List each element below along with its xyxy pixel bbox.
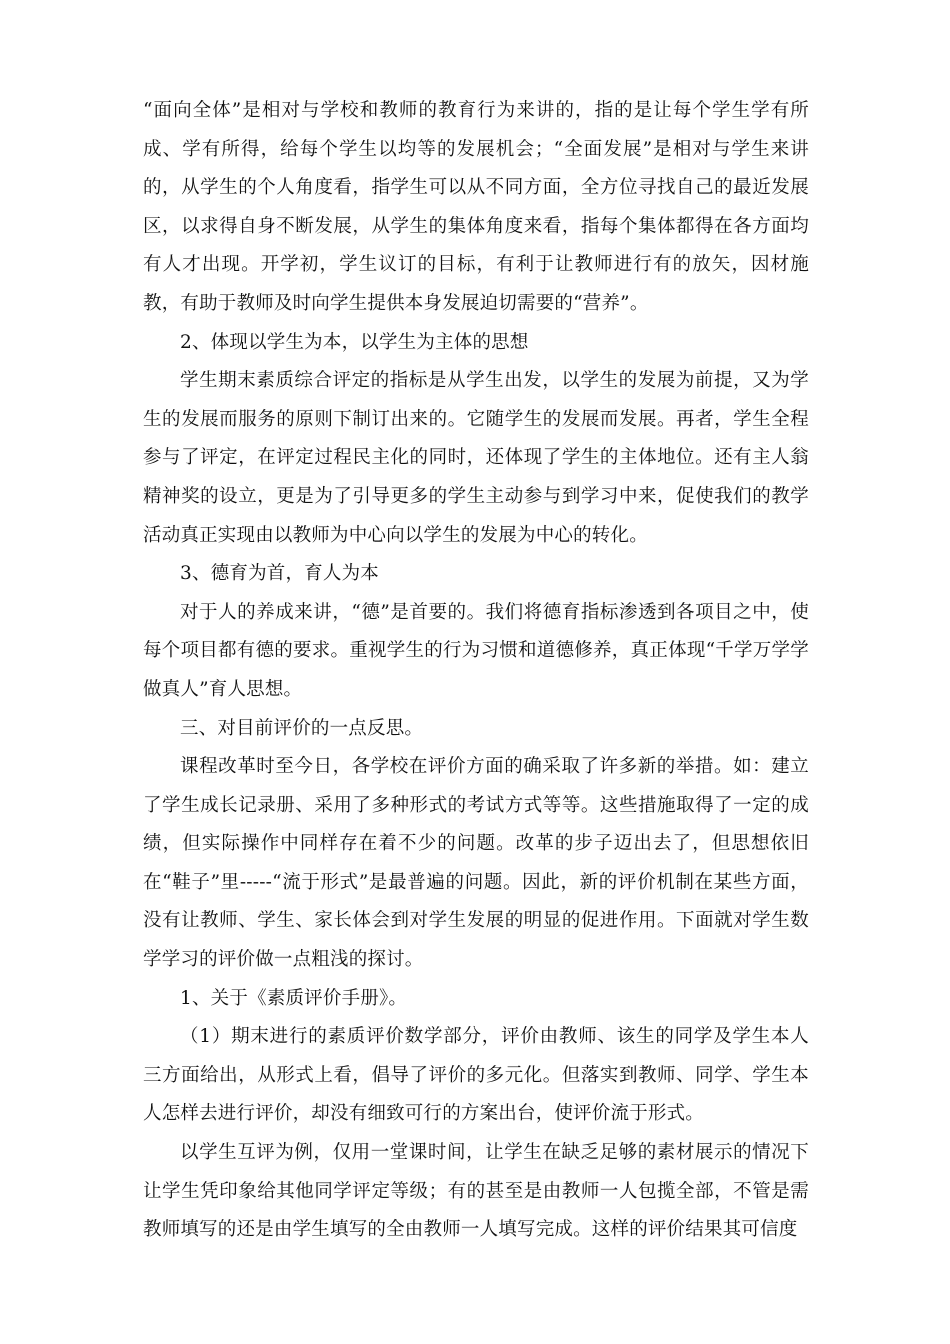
paragraph-2: 学生期末素质综合评定的指标是从学生出发，以学生的发展为前提，又为学生的发展而服务的原则下制订出来的。它随学生的发展而发展。再者，学生全程参与了评定，在评定过程民主化的同时，还体现了学生的主体地位。还有主人翁精神奖的设立，更是为了引导更多的学生主动参与到学习中来，促使我们的教学活动真正实现由以教师为中心向以学生的发展为中心的转化。 bbox=[143, 370, 809, 546]
paragraph-5: （1）期末进行的素质评价数学部分，评价由教师、该生的同学及学生本人三方面给出，从形式上看，倡导了评价的多元化。但落实到教师、同学、学生本人怎样去进行评价，却没有细致可行的方案出台，使评价流于形式。 bbox=[143, 1026, 809, 1125]
heading-3: 3、德育为首，育人为本 bbox=[180, 563, 379, 585]
paragraph-3: 对于人的养成来讲，“德”是首要的。我们将德育指标渗透到各项目之中，使每个项目都有德的要求。重视学生的行为习惯和道德修养，真正体现“千学万学学做真人”育人思想。 bbox=[143, 601, 809, 700]
subheading-1: 1、关于《素质评价手册》。 bbox=[180, 987, 408, 1009]
section-heading-3: 三、对目前评价的一点反思。 bbox=[180, 717, 424, 739]
paragraph-6: 以学生互评为例，仅用一堂课时间，让学生在缺乏足够的素材展示的情况下让学生凭印象给其他同学评定等级；有的甚至是由教师一人包揽全部，不管是需教师填写的还是由学生填写的全由教师一人填写完成。这样的评价结果其可信度 bbox=[143, 1142, 809, 1241]
heading-2: 2、体现以学生为本，以学生为主体的思想 bbox=[180, 331, 529, 353]
paragraph-4: 课程改革时至今日，各学校在评价方面的确采取了许多新的举措。如：建立了学生成长记录册、采用了多种形式的考试方式等等。这些措施取得了一定的成绩，但实际操作中同样存在着不少的问题。改革的步子迈出去了，但思想依旧在“鞋子”里-----“流于形式”是最普遍的问题。因此，新的评价机制在某些方面，没有让教师、学生、家长体会到对学生发展的明显的促进作用。下面就对学生数学学习的评价做一点粗浅的探讨。 bbox=[143, 756, 809, 971]
document-body bbox=[143, 92, 809, 1250]
paragraph-1: “面向全体”是相对与学校和教师的教育行为来讲的，指的是让每个学生学有所成、学有所得，给每个学生以均等的发展机会；“全面发展”是相对与学生来讲的，从学生的个人角度看，指学生可以从不同方面，全方位寻找自己的最近发展区，以求得自身不断发展，从学生的集体角度来看，指每个集体都得在各方面均有人才出现。开学初，学生议订的目标，有利于让教师进行有的放矢，因材施教，有助于教师及时向学生提供本身发展迫切需要的“营养”。 bbox=[143, 100, 809, 314]
